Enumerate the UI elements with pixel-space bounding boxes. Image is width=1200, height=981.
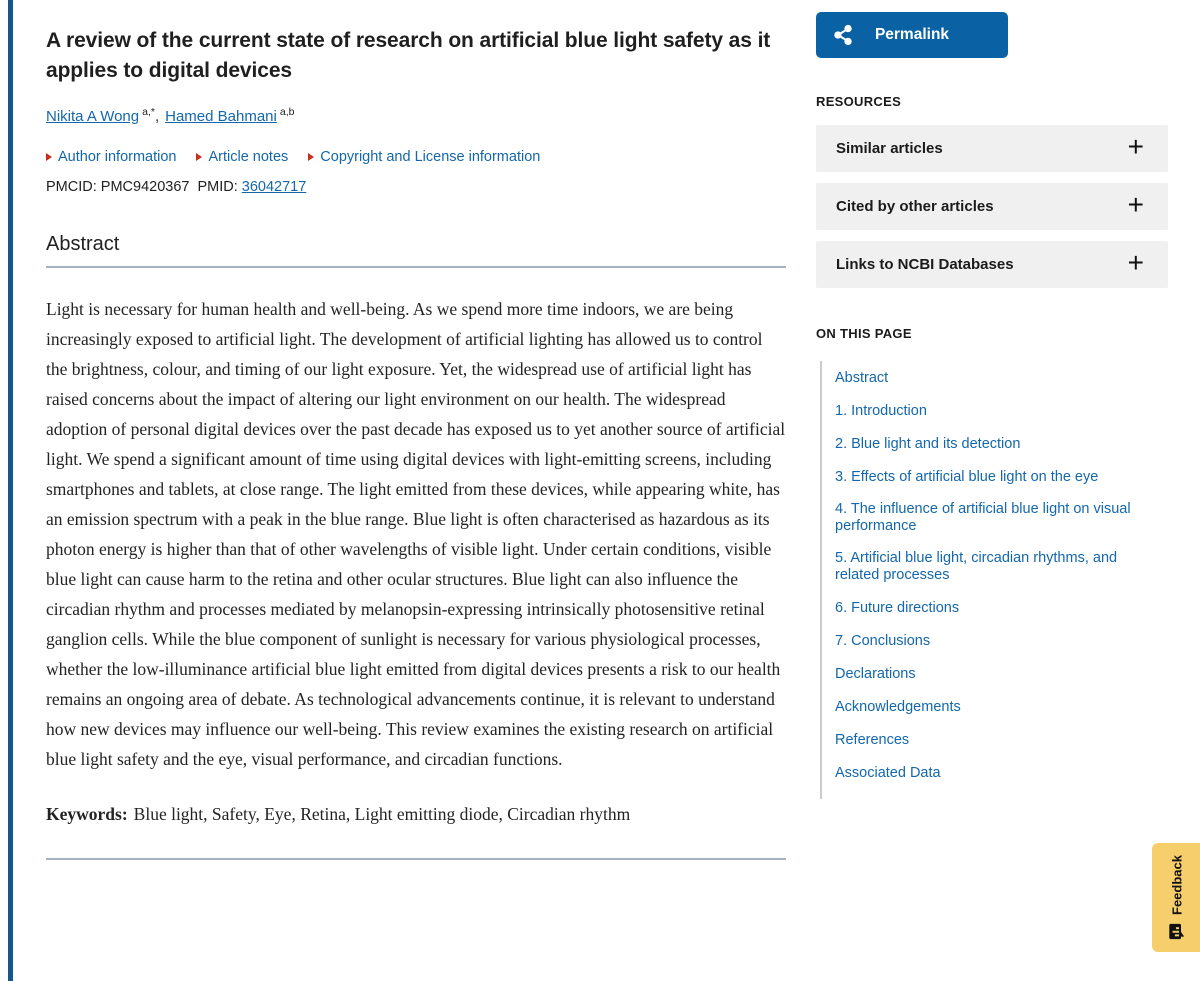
toc-link-blue-light-detection[interactable]: 2. Blue light and its detection xyxy=(835,436,1021,452)
accordion-similar-articles[interactable] xyxy=(816,125,1168,172)
feedback-poll-icon xyxy=(1167,923,1185,941)
pmid-link[interactable]: 36042717 xyxy=(241,178,307,195)
keywords-line xyxy=(46,800,786,828)
pmid-label: PMID: xyxy=(197,178,238,195)
toc-item xyxy=(835,764,1157,782)
author-information-toggle[interactable] xyxy=(46,149,176,165)
toc-link-circadian-rhythms[interactable]: 5. Artificial blue light, circadian rhythms, and related processes xyxy=(835,549,1118,583)
toc-link-conclusions[interactable]: 7. Conclusions xyxy=(835,632,931,649)
accordion-label: Similar articles xyxy=(836,140,943,157)
toc-item xyxy=(835,731,1157,749)
author-list xyxy=(46,106,786,125)
toc-item xyxy=(835,435,1157,453)
toc-item xyxy=(835,599,1157,617)
toc-link-effects-eye[interactable]: 3. Effects of artificial blue light on the eye xyxy=(835,469,1099,485)
permalink-label: Permalink xyxy=(874,26,950,43)
permalink-button[interactable] xyxy=(816,12,1008,58)
author-link[interactable]: Nikita A Wong xyxy=(46,107,140,125)
plus-icon: + xyxy=(1127,247,1144,278)
disclosure-triangle-icon xyxy=(308,153,314,161)
toc-link-abstract[interactable]: Abstract xyxy=(835,370,889,386)
right-sidebar xyxy=(816,0,1168,860)
share-icon xyxy=(832,24,854,46)
toc-link-associated-data[interactable]: Associated Data xyxy=(835,764,941,781)
accordion-label: Links to NCBI Databases xyxy=(836,256,1014,273)
plus-icon: + xyxy=(1127,131,1144,162)
resources-heading: RESOURCES xyxy=(816,94,902,109)
toc-item xyxy=(835,698,1157,716)
page-accent-bar xyxy=(8,0,13,981)
keywords-label: Keywords: xyxy=(46,803,128,824)
article-identifiers xyxy=(46,179,786,195)
article-notes-toggle[interactable] xyxy=(196,149,288,165)
toc-item xyxy=(835,632,1157,650)
feedback-tab[interactable] xyxy=(1152,843,1200,952)
toc-item xyxy=(835,550,1157,584)
abstract-paragraph: Light is necessary for human health and well-being. As we spend more time indoors, we are being increasingly exposed to artificial light. The development of artificial lighting has allowed us to control the brightness, colour, and timing of our light exposure. Yet, the widespread use of artificial light has raised concerns about the impact of altering our light environment on our health. The widespread adoption of personal digital devices over the past decade has exposed us to yet another source of artificial light. We spend a significant amount of time using digital devices with light-emitting screens, including smartphones and tablets, at close range. The light emitted from these devices, while appearing white, has an emission spectrum with a peak in the blue range. Blue light is often characterised as hazardous as its photon energy is higher than that of other wavelengths of visible light. Under certain conditions, visible blue light can cause harm to the retina and other ocular structures. Blue light can also influence the circadian rhythm and processes mediated by melanopsin-expressing intrinsically photosensitive retinal ganglion cells. While the blue component of sunlight is necessary for various physiological processes, whether the low-illuminance artificial blue light emitted from digital devices presents a risk to our health remains an ongoing area of debate. As technological advancements continue, it is relevant to understand how new devices may influence our well-being. This review examines the existing research on artificial blue light safety and the eye, visual performance, and circadian functions. xyxy=(46,298,786,769)
feedback-tab-content xyxy=(1152,843,1200,952)
toc-link-visual-performance[interactable]: 4. The influence of artificial blue light on visual performance xyxy=(835,501,1131,534)
toc-item xyxy=(835,402,1157,420)
resources-accordion xyxy=(816,125,1168,288)
article-main-column xyxy=(46,0,786,860)
toc-item xyxy=(835,369,1157,387)
disclosure-triangle-icon xyxy=(46,153,52,161)
author-link[interactable]: Hamed Bahmani xyxy=(165,107,277,125)
author-affiliation-sup: a,b xyxy=(279,105,295,118)
accordion-cited-by[interactable] xyxy=(816,183,1168,230)
author-affiliation-sup: a,* xyxy=(142,105,155,118)
pmcid-label: PMCID: xyxy=(46,178,97,195)
accordion-label: Cited by other articles xyxy=(836,198,994,215)
on-this-page-list xyxy=(820,361,1168,799)
toc-link-future-directions[interactable]: 6. Future directions xyxy=(835,599,960,616)
keywords-text: Blue light, Safety, Eye, Retina, Light emitting diode, Circadian rhythm xyxy=(133,803,631,824)
on-this-page-heading: ON THIS PAGE xyxy=(816,326,912,341)
article-title: A review of the current state of research on artificial blue light safety as it applies to digital devices xyxy=(46,29,771,82)
feedback-label: Feedback xyxy=(1168,854,1184,915)
toc-link-acknowledgements[interactable]: Acknowledgements xyxy=(835,698,961,715)
copyright-license-link[interactable]: Copyright and License information xyxy=(320,148,541,165)
toc-link-introduction[interactable]: 1. Introduction xyxy=(835,403,927,419)
article-notes-link[interactable]: Article notes xyxy=(208,148,289,165)
plus-icon: + xyxy=(1127,189,1144,220)
toc-item xyxy=(835,501,1157,535)
pmcid-value: PMC9420367 xyxy=(100,178,190,195)
section-divider xyxy=(46,858,786,860)
accordion-ncbi-links[interactable] xyxy=(816,241,1168,288)
author-information-link[interactable]: Author information xyxy=(58,148,177,165)
toc-item xyxy=(835,665,1157,683)
abstract-heading: Abstract xyxy=(46,233,786,268)
article-info-links xyxy=(46,149,786,165)
toc-item xyxy=(835,468,1157,486)
copyright-license-toggle[interactable] xyxy=(308,149,540,165)
toc-link-declarations[interactable]: Declarations xyxy=(835,665,916,682)
disclosure-triangle-icon xyxy=(196,153,202,161)
toc-link-references[interactable]: References xyxy=(835,731,910,748)
author-separator: , xyxy=(154,107,160,125)
